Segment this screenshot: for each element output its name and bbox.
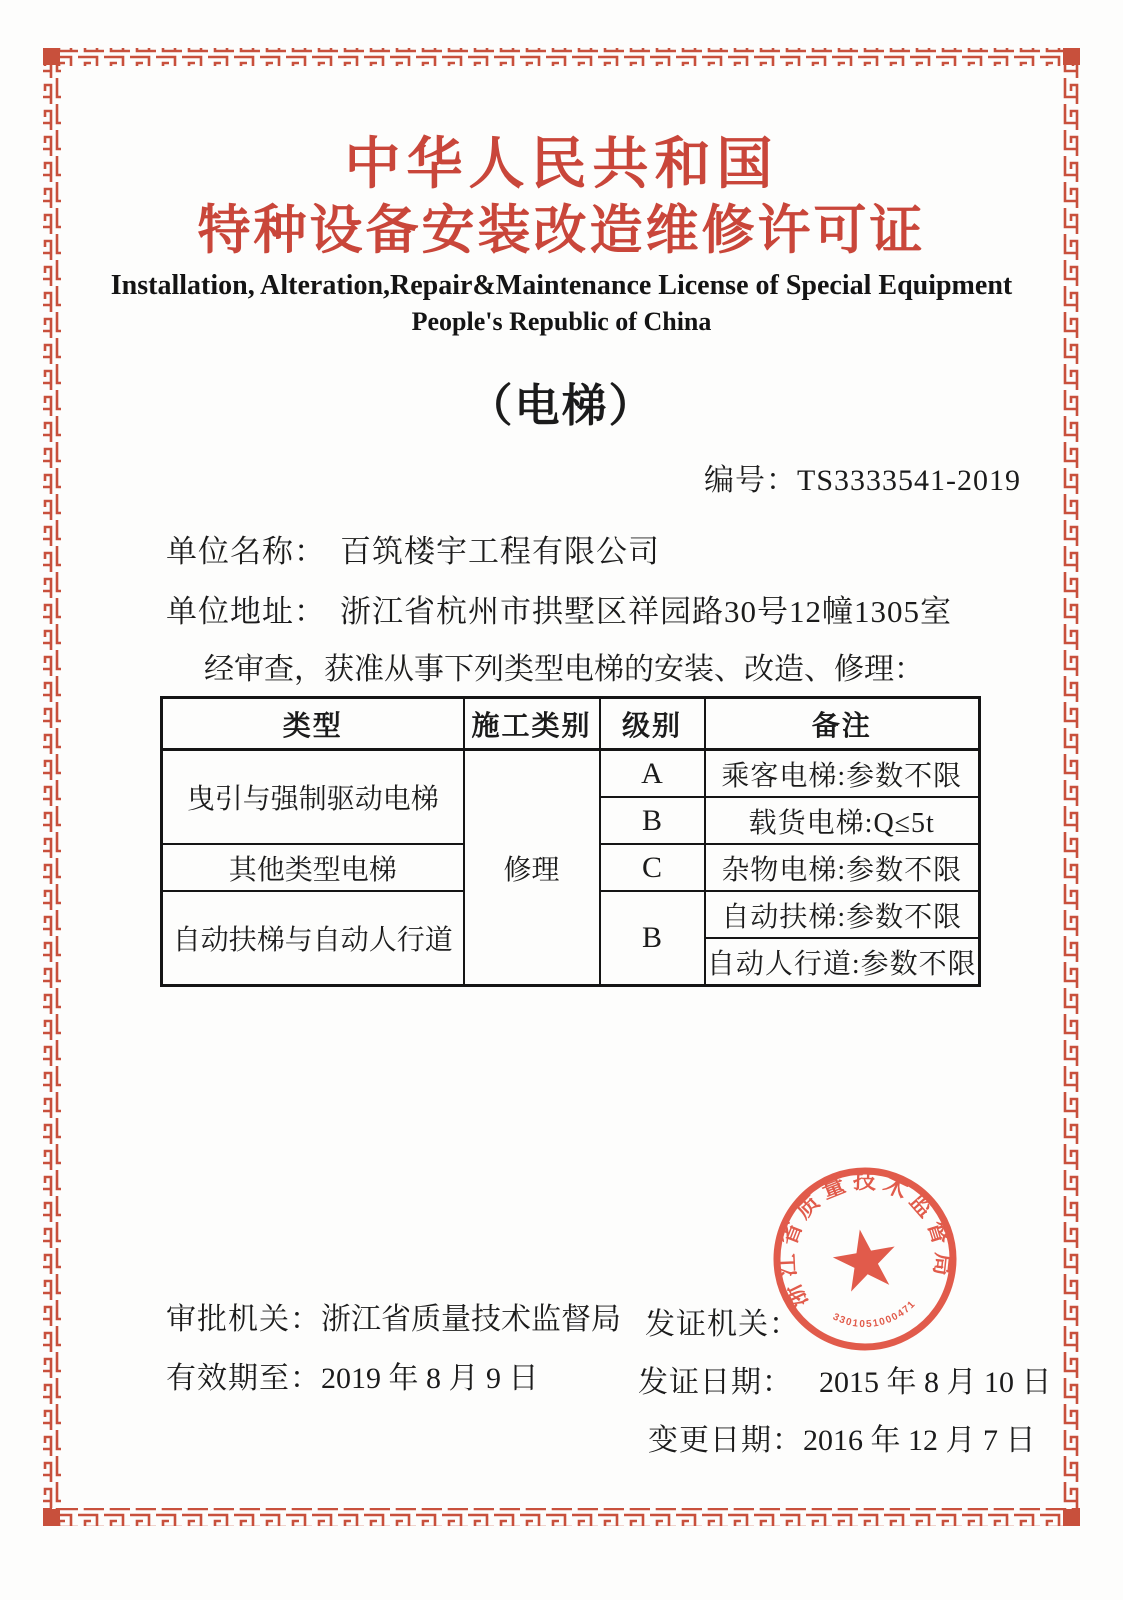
license-number-label: 编号： bbox=[704, 464, 797, 497]
svg-text:3301051000471 bbox=[829, 1297, 921, 1336]
unit-name-label: 单位名称： bbox=[166, 534, 326, 569]
construction-cell: 修理 bbox=[464, 750, 600, 986]
unit-name-value: 百筑楼宇工程有限公司 bbox=[340, 534, 660, 569]
border-corner-br bbox=[1063, 1509, 1080, 1526]
license-number-value: TS3333541-2019 bbox=[797, 464, 1021, 497]
unit-name-row bbox=[166, 534, 660, 570]
remark-cell: 载货电梯:Q≤5t bbox=[705, 797, 980, 844]
col-header-construction: 施工类别 bbox=[464, 698, 600, 750]
valid-until-label: 有效期至： bbox=[166, 1362, 321, 1395]
remark-cell: 乘客电梯:参数不限 bbox=[705, 750, 980, 798]
license-scope-table bbox=[160, 696, 981, 987]
unit-address-row bbox=[166, 594, 952, 630]
col-header-remark: 备注 bbox=[705, 698, 980, 750]
svg-text:浙江省质量技术监督局 bbox=[766, 1160, 963, 1314]
issue-date-label: 发证日期： bbox=[638, 1366, 793, 1399]
remark-cell: 自动人行道:参数不限 bbox=[705, 938, 980, 986]
title-english-line2: People's Republic of China bbox=[411, 307, 712, 336]
title-license-name: 特种设备安装改造维修许可证 bbox=[197, 201, 926, 260]
equipment-category-subtitle: （电梯） bbox=[467, 381, 656, 431]
approve-authority-label: 审批机关： bbox=[166, 1303, 321, 1336]
border-corner-tl bbox=[43, 48, 60, 65]
col-header-grade: 级别 bbox=[600, 698, 705, 750]
issue-date-value: 2015 年 8 月 10 日 bbox=[819, 1366, 1052, 1399]
remark-cell: 杂物电梯:参数不限 bbox=[705, 844, 980, 891]
border-left bbox=[43, 48, 61, 1526]
license-number-row bbox=[704, 455, 1021, 499]
title-english-line1: Installation, Alteration,Repair&Maintenance License of Special Equipment bbox=[110, 270, 1013, 301]
type-cell-escalator: 自动扶梯与自动人行道 bbox=[162, 891, 464, 986]
approve-authority-row bbox=[166, 1303, 621, 1338]
approval-note: 经审查，获准从事下列类型电梯的安装、改造、修理： bbox=[204, 653, 924, 686]
change-date-label: 变更日期： bbox=[648, 1424, 803, 1457]
col-header-type: 类型 bbox=[162, 698, 464, 750]
border-right bbox=[1062, 48, 1080, 1526]
change-date-row bbox=[648, 1424, 1036, 1459]
valid-until-value: 2019 年 8 月 9 日 bbox=[321, 1362, 539, 1395]
grade-cell: C bbox=[600, 844, 705, 891]
type-cell-other: 其他类型电梯 bbox=[162, 844, 464, 891]
unit-address-value: 浙江省杭州市拱墅区祥园路30号12幢1305室 bbox=[340, 594, 952, 629]
unit-address-label: 单位地址： bbox=[166, 594, 326, 629]
grade-cell: B bbox=[600, 891, 705, 986]
border-corner-bl bbox=[43, 1509, 60, 1526]
grade-cell: A bbox=[600, 750, 705, 798]
title-country: 中华人民共和国 bbox=[344, 132, 779, 195]
seal-number: 3301051000471 bbox=[830, 1298, 919, 1331]
seal-star-icon bbox=[829, 1224, 901, 1294]
table-row bbox=[162, 750, 980, 798]
issue-authority-label: 发证机关： bbox=[645, 1308, 800, 1341]
seal-arc-text: 浙江省质量技术监督局 bbox=[772, 1166, 958, 1313]
border-top bbox=[43, 48, 1080, 66]
change-date-value: 2016 年 12 月 7 日 bbox=[803, 1424, 1036, 1457]
type-cell-traction: 曳引与强制驱动电梯 bbox=[162, 750, 464, 845]
approve-authority-value: 浙江省质量技术监督局 bbox=[321, 1303, 621, 1336]
remark-cell: 自动扶梯:参数不限 bbox=[705, 891, 980, 938]
valid-until-row bbox=[166, 1362, 539, 1397]
grade-cell: B bbox=[600, 797, 705, 844]
issue-date-row bbox=[638, 1366, 1052, 1401]
official-seal bbox=[766, 1160, 964, 1358]
border-corner-tr bbox=[1063, 48, 1080, 65]
table-header-row bbox=[162, 698, 980, 750]
border-bottom bbox=[43, 1508, 1080, 1526]
